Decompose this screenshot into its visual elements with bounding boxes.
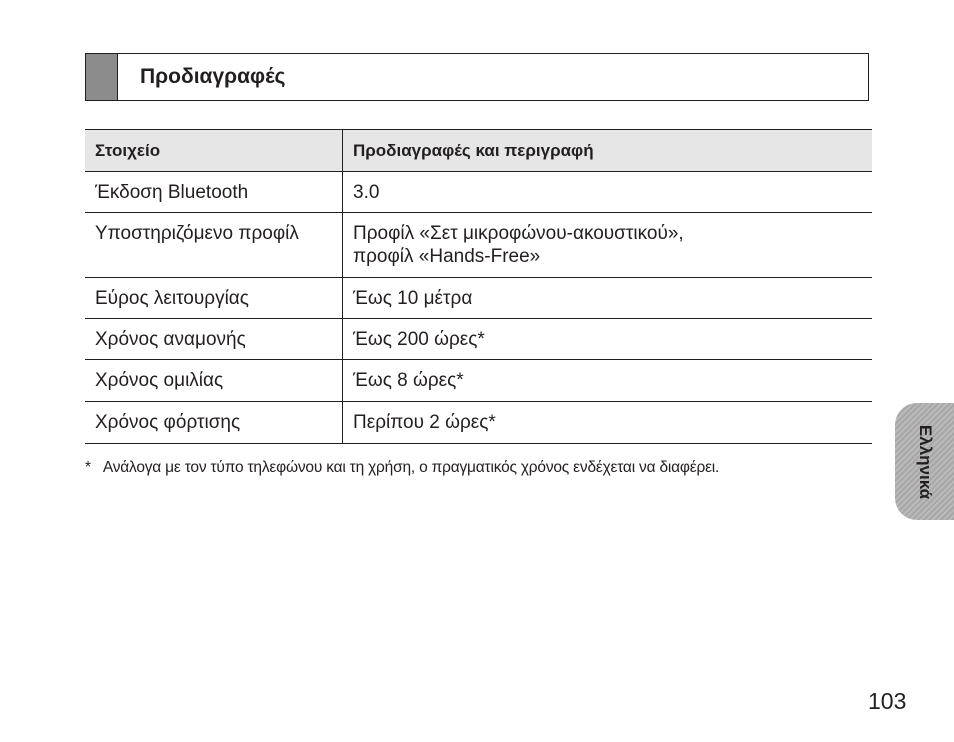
- cell-spec-line: Έως 10 μέτρα: [353, 288, 473, 309]
- cell-spec-line: Έως 200 ώρες*: [353, 329, 485, 350]
- language-tab-label: Ελληνικά: [915, 424, 935, 499]
- section-header: [85, 53, 869, 101]
- cell-item: Εύρος λειτουργίας: [85, 278, 343, 319]
- cell-spec: [343, 319, 873, 360]
- column-header-spec: Προδιαγραφές και περιγραφή: [343, 130, 873, 172]
- table-row: [85, 360, 872, 402]
- table-header-row: [85, 130, 872, 172]
- cell-spec-line: 3.0: [353, 182, 380, 203]
- footnote: [85, 459, 719, 477]
- cell-spec-line: Περίπου 2 ώρες*: [353, 412, 496, 433]
- cell-spec: [343, 360, 873, 402]
- column-header-item: Στοιχείο: [85, 130, 343, 172]
- page-number: 103: [868, 688, 907, 714]
- table-row: [85, 278, 872, 319]
- section-title: Προδιαγραφές: [140, 65, 286, 88]
- section-marker: [86, 54, 118, 100]
- footnote-text: Ανάλογα με τον τύπο τηλεφώνου και τη χρήση, ο πραγματικός χρόνος ενδέχεται να διαφέρει.: [102, 459, 720, 476]
- table-row: [85, 402, 872, 444]
- cell-spec: [343, 213, 873, 278]
- table-row: [85, 319, 872, 360]
- cell-item: Χρόνος φόρτισης: [85, 402, 343, 444]
- cell-item: Χρόνος αναμονής: [85, 319, 343, 360]
- cell-spec: [343, 172, 873, 213]
- cell-spec-line: προφίλ «Hands-Free»: [353, 246, 541, 267]
- footnote-marker: *: [85, 459, 91, 476]
- table-row: [85, 213, 872, 278]
- spec-table: [85, 129, 872, 444]
- table-row: [85, 172, 872, 213]
- cell-spec-line: Προφίλ «Σετ μικροφώνου-ακουστικού»,: [353, 223, 684, 244]
- cell-spec: [343, 278, 873, 319]
- cell-item: Έκδοση Bluetooth: [85, 172, 343, 213]
- cell-item: Υποστηριζόμενο προφίλ: [85, 213, 343, 278]
- cell-item: Χρόνος ομιλίας: [85, 360, 343, 402]
- cell-spec-line: Έως 8 ώρες*: [353, 370, 464, 391]
- cell-spec: [343, 402, 873, 444]
- language-tab: [895, 403, 954, 520]
